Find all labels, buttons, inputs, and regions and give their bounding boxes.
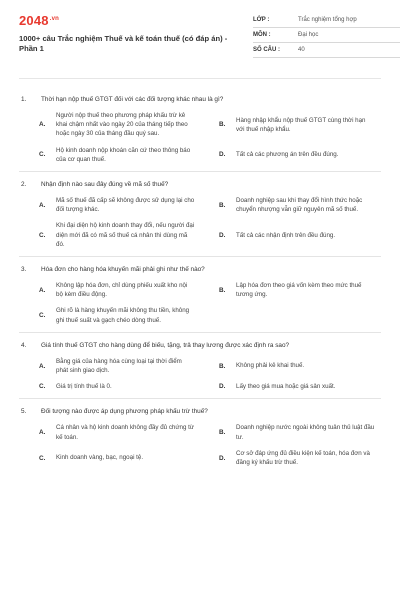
option-letter: B. — [219, 429, 226, 437]
header-divider — [19, 78, 381, 79]
question-number: 3. — [21, 266, 27, 274]
option-a[interactable] — [19, 196, 195, 214]
site-logo[interactable] — [19, 13, 59, 28]
question-prompt: Giá tính thuế GTGT cho hàng dùng để biếu, tặng, trả thay lương được xác định ra sao? — [41, 341, 290, 349]
meta-value: Trắc nghiệm tổng hợp — [298, 17, 357, 23]
option-text: Ghi rõ là hàng khuyến mãi không thu tiền, không ghi thuế suất và gạch chéo dòng thuế. — [56, 307, 190, 324]
option-c[interactable] — [19, 146, 195, 164]
option-text: Doanh nghiệp nước ngoài không tuân thủ luật đầu tư. — [236, 424, 375, 441]
option-letter: D. — [219, 454, 226, 462]
option-text: Lấy theo giá mua hoặc giá sản xuất. — [236, 383, 336, 391]
question-text — [19, 265, 381, 274]
option-d[interactable] — [199, 150, 375, 159]
option-text: Tất cả các phương án trên đều đúng. — [236, 151, 339, 159]
option-a[interactable] — [19, 111, 195, 139]
question-4 — [19, 341, 381, 400]
option-c[interactable] — [19, 221, 195, 249]
question-text — [19, 95, 381, 104]
option-text: Không phải kê khai thuế. — [236, 362, 305, 370]
option-text: Tất cả các nhận định trên đều đúng. — [236, 231, 336, 239]
options — [19, 111, 381, 164]
meta-row-subject — [253, 28, 400, 43]
option-text: Doanh nghiệp sau khi thay đổi hình thức hoặc chuyển nhượng vẫn giữ nguyên mã số thuế. — [236, 197, 363, 214]
option-letter: A. — [39, 362, 46, 370]
option-c[interactable] — [19, 382, 195, 391]
option-text: Giá trị tính thuế là 0. — [56, 383, 112, 391]
option-letter: D. — [219, 151, 226, 159]
option-text: Cơ sở đáp ứng đủ điều kiện kế toán, hóa đơn và đăng ký khấu trừ thuế. — [236, 449, 370, 467]
option-c[interactable] — [19, 306, 195, 324]
option-letter: B. — [219, 121, 226, 129]
option-text: Hàng nhập khẩu nộp thuế GTGT cùng thời hạn với thuế nhập khẩu. — [236, 116, 366, 133]
option-a[interactable] — [19, 357, 195, 375]
option-letter: D. — [219, 383, 226, 391]
option-letter: C. — [39, 383, 46, 391]
question-divider — [19, 398, 381, 399]
question-number: 5. — [21, 408, 27, 416]
question-2 — [19, 180, 381, 257]
question-text — [19, 407, 381, 416]
question-1 — [19, 95, 381, 172]
meta-key: SỐ CÂU : — [253, 47, 280, 53]
options — [19, 357, 381, 392]
question-divider — [19, 256, 381, 257]
question-text — [19, 180, 381, 189]
question-5 — [19, 407, 381, 467]
question-3 — [19, 265, 381, 333]
meta-row-count — [253, 43, 400, 58]
option-b[interactable] — [199, 196, 375, 214]
options — [19, 423, 381, 467]
option-text: Cá nhân và hộ kinh doanh không đầy đủ chứng từ kế toán. — [56, 424, 194, 441]
question-number: 2. — [21, 181, 27, 189]
meta-value: Đại học — [298, 32, 319, 38]
option-letter: C. — [39, 231, 46, 239]
option-b[interactable] — [199, 361, 375, 370]
question-prompt: Nhận định nào sau đây đúng về mã số thuế? — [41, 181, 169, 189]
option-letter: B. — [219, 286, 226, 294]
option-letter: A. — [39, 201, 46, 209]
question-prompt: Thời hạn nộp thuế GTGT đối với các đối tượng khác nhau là gì? — [41, 96, 224, 103]
meta-key: LỚP : — [253, 17, 270, 23]
option-c[interactable] — [19, 453, 195, 462]
option-letter: B. — [219, 362, 226, 370]
option-text: Khi đại diện hộ kinh doanh thay đổi, nếu người đại diện mới đã có mã số thuế cá nhân thì dùng mã đó. — [56, 222, 195, 248]
document-title: 1000+ câu Trắc nghiệm Thuế và kế toán thuế (có đáp án) - Phần 1 — [19, 34, 228, 53]
option-text: Mã số thuế đã cấp sẽ không được sử dụng lại cho đối tượng khác. — [56, 197, 195, 214]
option-text: Lập hóa đơn theo giá vốn kèm theo mức thuế tương ứng. — [236, 282, 362, 299]
meta-row-class — [253, 13, 400, 28]
option-b[interactable] — [199, 281, 375, 299]
option-letter: C. — [39, 312, 46, 320]
option-text: Hộ kinh doanh nộp khoán căn cứ theo thông báo của cơ quan thuế. — [56, 146, 191, 163]
option-b[interactable] — [199, 423, 375, 441]
meta-table — [253, 13, 400, 58]
option-d[interactable] — [199, 449, 375, 467]
option-letter: A. — [39, 429, 46, 437]
option-text: Kinh doanh vàng, bạc, ngoại tệ. — [56, 454, 144, 462]
option-d[interactable] — [199, 231, 375, 240]
option-text: Không lập hóa đơn, chỉ dùng phiếu xuất kho nội bộ kèm điều động. — [56, 282, 188, 299]
options — [19, 281, 381, 325]
option-d[interactable] — [199, 382, 375, 391]
option-letter: A. — [39, 286, 46, 294]
option-b[interactable] — [199, 116, 375, 134]
option-a[interactable] — [19, 281, 195, 299]
option-text: Bằng giá của hàng hóa cùng loại tại thời điểm phát sinh giao dịch. — [56, 357, 182, 375]
option-letter: B. — [219, 201, 226, 209]
option-a[interactable] — [19, 423, 195, 441]
logo-suffix: .vn — [49, 15, 60, 22]
options — [19, 196, 381, 249]
meta-value: 40 — [298, 47, 305, 53]
option-letter: C. — [39, 454, 46, 462]
question-divider — [19, 171, 381, 172]
question-number: 1. — [21, 96, 27, 103]
logo-text: 2048 — [19, 13, 49, 28]
question-prompt: Hóa đơn cho hàng hóa khuyến mãi phải ghi như thế nào? — [41, 266, 205, 274]
option-letter: C. — [39, 151, 46, 159]
option-letter: A. — [39, 121, 46, 129]
question-number: 4. — [21, 341, 27, 349]
option-letter: D. — [219, 231, 226, 239]
meta-key: MÔN : — [253, 32, 271, 38]
question-text — [19, 341, 381, 350]
question-prompt: Đối tượng nào được áp dụng phương pháp khấu trừ thuế? — [41, 408, 208, 416]
option-text: Người nộp thuế theo phương pháp khấu trừ kê khai chậm nhất vào ngày 20 của tháng tiếp theo hoặc ngày 30 của tháng đầu quý sau. — [56, 112, 188, 138]
question-divider — [19, 332, 381, 333]
document-header — [19, 12, 381, 72]
